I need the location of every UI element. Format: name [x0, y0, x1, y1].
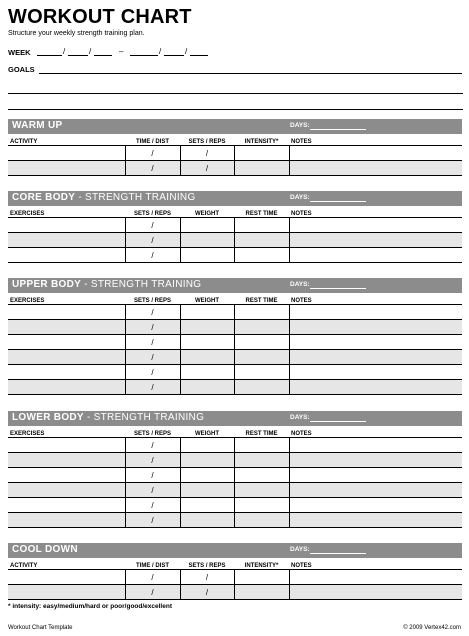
table-cell[interactable] — [234, 365, 289, 380]
page-title: WORKOUT CHART — [8, 6, 192, 28]
column-header: SETS / REPS — [188, 563, 226, 569]
table-row — [8, 570, 462, 585]
week-row — [8, 46, 463, 60]
table-row — [8, 233, 462, 248]
column-header: ACTIVITY — [10, 139, 38, 145]
table-cell[interactable] — [289, 365, 462, 380]
table-row — [8, 161, 462, 176]
table-cell[interactable]: / — [125, 335, 180, 350]
table-cell[interactable] — [234, 380, 289, 395]
table-row — [8, 350, 462, 365]
table-row — [8, 320, 462, 335]
table-row — [8, 335, 462, 350]
table-row — [8, 453, 462, 468]
table-cell[interactable] — [234, 483, 289, 498]
table-cell[interactable] — [8, 146, 125, 161]
page-subtitle: Structure your weekly strength training plan. — [8, 30, 145, 37]
week-end-day-field[interactable] — [164, 46, 184, 56]
column-header: TIME / DIST — [136, 139, 169, 145]
table-cell[interactable] — [289, 438, 462, 453]
cooldown-table — [8, 558, 462, 600]
table-cell[interactable] — [234, 350, 289, 365]
lower-section — [8, 411, 462, 528]
days-field[interactable] — [310, 129, 366, 130]
footer-template-name: Workout Chart Template — [8, 625, 73, 631]
upper-table — [8, 293, 462, 395]
goals-line-1[interactable] — [39, 64, 462, 74]
upper-header-bar — [8, 278, 462, 293]
table-row — [8, 468, 462, 483]
week-end-month-field[interactable] — [130, 46, 158, 56]
table-cell[interactable] — [234, 233, 289, 248]
table-cell[interactable] — [180, 498, 234, 513]
table-cell[interactable] — [8, 513, 125, 528]
core-table — [8, 206, 462, 263]
table-cell[interactable] — [8, 380, 125, 395]
table-row — [8, 365, 462, 380]
table-cell[interactable]: / — [125, 233, 180, 248]
table-cell[interactable] — [289, 320, 462, 335]
table-cell[interactable] — [289, 585, 462, 600]
column-header: NOTES — [291, 211, 312, 217]
column-header: WEIGHT — [195, 298, 219, 304]
days-label: DAYS: — [290, 194, 310, 201]
table-cell[interactable]: / — [180, 146, 234, 161]
table-cell[interactable] — [234, 570, 289, 585]
table-cell[interactable]: / — [125, 498, 180, 513]
table-cell[interactable] — [234, 320, 289, 335]
table-cell[interactable] — [289, 483, 462, 498]
cooldown-header-bar — [8, 543, 462, 558]
table-cell[interactable] — [180, 483, 234, 498]
table-cell[interactable] — [289, 380, 462, 395]
column-header: SETS / REPS — [133, 431, 171, 437]
table-cell[interactable] — [180, 365, 234, 380]
table-cell[interactable]: / — [180, 585, 234, 600]
column-header: REST TIME — [245, 211, 278, 217]
table-cell[interactable]: / — [125, 513, 180, 528]
table-cell[interactable] — [8, 305, 125, 320]
table-cell[interactable]: / — [125, 483, 180, 498]
table-cell[interactable] — [8, 248, 125, 263]
table-cell[interactable] — [8, 335, 125, 350]
table-cell[interactable] — [8, 498, 125, 513]
table-cell[interactable] — [234, 305, 289, 320]
days-field[interactable] — [310, 421, 366, 422]
table-cell[interactable]: / — [125, 305, 180, 320]
days-label: DAYS: — [290, 546, 310, 553]
table-cell[interactable] — [234, 498, 289, 513]
column-header: WEIGHT — [195, 431, 219, 437]
week-start-day-field[interactable] — [68, 46, 88, 56]
column-header: INTENSITY* — [244, 139, 279, 145]
table-cell[interactable] — [234, 585, 289, 600]
goals-line-3[interactable] — [8, 94, 463, 110]
column-header: TIME / DIST — [136, 563, 169, 569]
column-header: INTENSITY* — [244, 563, 279, 569]
table-cell[interactable]: / — [125, 453, 180, 468]
table-cell[interactable] — [180, 218, 234, 233]
date-separator: / — [89, 47, 92, 56]
core-section — [8, 191, 462, 263]
table-cell[interactable] — [289, 498, 462, 513]
table-cell[interactable] — [289, 218, 462, 233]
table-cell[interactable]: / — [180, 161, 234, 176]
section-title: COOL DOWN — [12, 544, 78, 555]
column-header: SETS / REPS — [133, 298, 171, 304]
warmup-section — [8, 119, 462, 176]
column-header: EXERCISES — [10, 211, 45, 217]
core-header-bar — [8, 191, 462, 206]
intensity-footnote: * intensity: easy/medium/hard or poor/good/excellent — [8, 603, 172, 610]
table-cell[interactable] — [289, 161, 462, 176]
table-cell[interactable] — [234, 468, 289, 483]
table-row — [8, 380, 462, 395]
table-cell[interactable] — [8, 350, 125, 365]
week-end-year-field[interactable] — [190, 46, 208, 56]
table-cell[interactable] — [180, 233, 234, 248]
section-title: CORE BODY - STRENGTH TRAINING — [12, 192, 196, 203]
table-cell[interactable] — [289, 468, 462, 483]
table-cell[interactable] — [8, 570, 125, 585]
column-header: ACTIVITY — [10, 563, 38, 569]
date-separator: / — [185, 47, 188, 56]
table-cell[interactable] — [180, 350, 234, 365]
table-cell[interactable] — [180, 248, 234, 263]
lower-table — [8, 426, 462, 528]
goals-row — [8, 64, 463, 78]
table-row — [8, 305, 462, 320]
table-cell[interactable] — [234, 218, 289, 233]
table-cell[interactable] — [289, 453, 462, 468]
table-cell[interactable] — [180, 305, 234, 320]
date-separator: / — [159, 47, 162, 56]
table-cell[interactable] — [289, 513, 462, 528]
days-label: DAYS: — [290, 414, 310, 421]
warmup-header-bar — [8, 119, 462, 134]
table-cell[interactable] — [8, 453, 125, 468]
days-label: DAYS: — [290, 122, 310, 129]
table-cell[interactable]: / — [125, 570, 180, 585]
table-cell[interactable] — [289, 248, 462, 263]
column-header: EXERCISES — [10, 431, 45, 437]
table-cell[interactable] — [8, 483, 125, 498]
table-cell[interactable] — [234, 453, 289, 468]
table-cell[interactable]: / — [125, 438, 180, 453]
table-cell[interactable] — [289, 305, 462, 320]
warmup-table — [8, 134, 462, 176]
section-title: UPPER BODY - STRENGTH TRAINING — [12, 279, 202, 290]
week-start-month-field[interactable] — [37, 46, 62, 56]
page-header — [8, 6, 463, 110]
table-cell[interactable] — [180, 438, 234, 453]
table-cell[interactable] — [8, 320, 125, 335]
column-header: NOTES — [291, 431, 312, 437]
table-cell[interactable] — [180, 453, 234, 468]
days-field[interactable] — [310, 553, 366, 554]
table-row — [8, 146, 462, 161]
table-cell[interactable] — [289, 570, 462, 585]
table-cell[interactable] — [234, 513, 289, 528]
table-cell[interactable]: / — [125, 585, 180, 600]
table-cell[interactable]: / — [125, 248, 180, 263]
table-cell[interactable]: / — [125, 468, 180, 483]
table-cell[interactable] — [8, 438, 125, 453]
days-field[interactable] — [310, 201, 366, 202]
column-header: WEIGHT — [195, 211, 219, 217]
table-cell[interactable] — [289, 350, 462, 365]
table-cell[interactable]: / — [125, 380, 180, 395]
table-cell[interactable] — [8, 161, 125, 176]
column-header: NOTES — [291, 563, 312, 569]
footer-copyright: © 2009 Vertex42.com — [403, 625, 461, 631]
table-cell[interactable] — [180, 513, 234, 528]
table-cell[interactable] — [289, 233, 462, 248]
table-row — [8, 218, 462, 233]
table-cell[interactable] — [234, 248, 289, 263]
table-cell[interactable]: / — [125, 218, 180, 233]
table-cell[interactable] — [234, 438, 289, 453]
cooldown-section — [8, 543, 462, 600]
table-cell[interactable] — [289, 146, 462, 161]
days-label: DAYS: — [290, 281, 310, 288]
column-header: NOTES — [291, 139, 312, 145]
days-field[interactable] — [310, 288, 366, 289]
goals-label: GOALS — [8, 65, 35, 74]
upper-section — [8, 278, 462, 395]
table-cell[interactable]: / — [180, 570, 234, 585]
table-cell[interactable] — [180, 335, 234, 350]
table-cell[interactable]: / — [125, 320, 180, 335]
table-cell[interactable] — [8, 468, 125, 483]
table-cell[interactable]: / — [125, 350, 180, 365]
table-row — [8, 438, 462, 453]
table-cell[interactable] — [234, 161, 289, 176]
section-title: WARM UP — [12, 120, 63, 131]
table-row — [8, 483, 462, 498]
week-start-year-field[interactable] — [94, 46, 112, 56]
table-cell[interactable] — [8, 218, 125, 233]
table-row — [8, 498, 462, 513]
date-separator: / — [63, 47, 66, 56]
table-row — [8, 585, 462, 600]
table-cell[interactable]: / — [125, 146, 180, 161]
lower-header-bar — [8, 411, 462, 426]
range-separator: – — [119, 47, 124, 56]
table-cell[interactable]: / — [125, 161, 180, 176]
table-cell[interactable]: / — [125, 365, 180, 380]
table-cell[interactable] — [234, 335, 289, 350]
column-header: EXERCISES — [10, 298, 45, 304]
table-row — [8, 513, 462, 528]
week-label: WEEK — [8, 48, 31, 57]
table-cell[interactable] — [180, 468, 234, 483]
column-header: REST TIME — [245, 298, 278, 304]
column-header: SETS / REPS — [133, 211, 171, 217]
table-row — [8, 248, 462, 263]
table-cell[interactable] — [289, 335, 462, 350]
table-cell[interactable] — [8, 585, 125, 600]
goals-line-2[interactable] — [8, 78, 463, 94]
table-cell[interactable] — [8, 233, 125, 248]
column-header: NOTES — [291, 298, 312, 304]
table-cell[interactable] — [180, 320, 234, 335]
table-cell[interactable] — [180, 380, 234, 395]
column-header: REST TIME — [245, 431, 278, 437]
table-cell[interactable] — [234, 146, 289, 161]
column-header: SETS / REPS — [188, 139, 226, 145]
section-title: LOWER BODY - STRENGTH TRAINING — [12, 412, 205, 423]
table-cell[interactable] — [8, 365, 125, 380]
